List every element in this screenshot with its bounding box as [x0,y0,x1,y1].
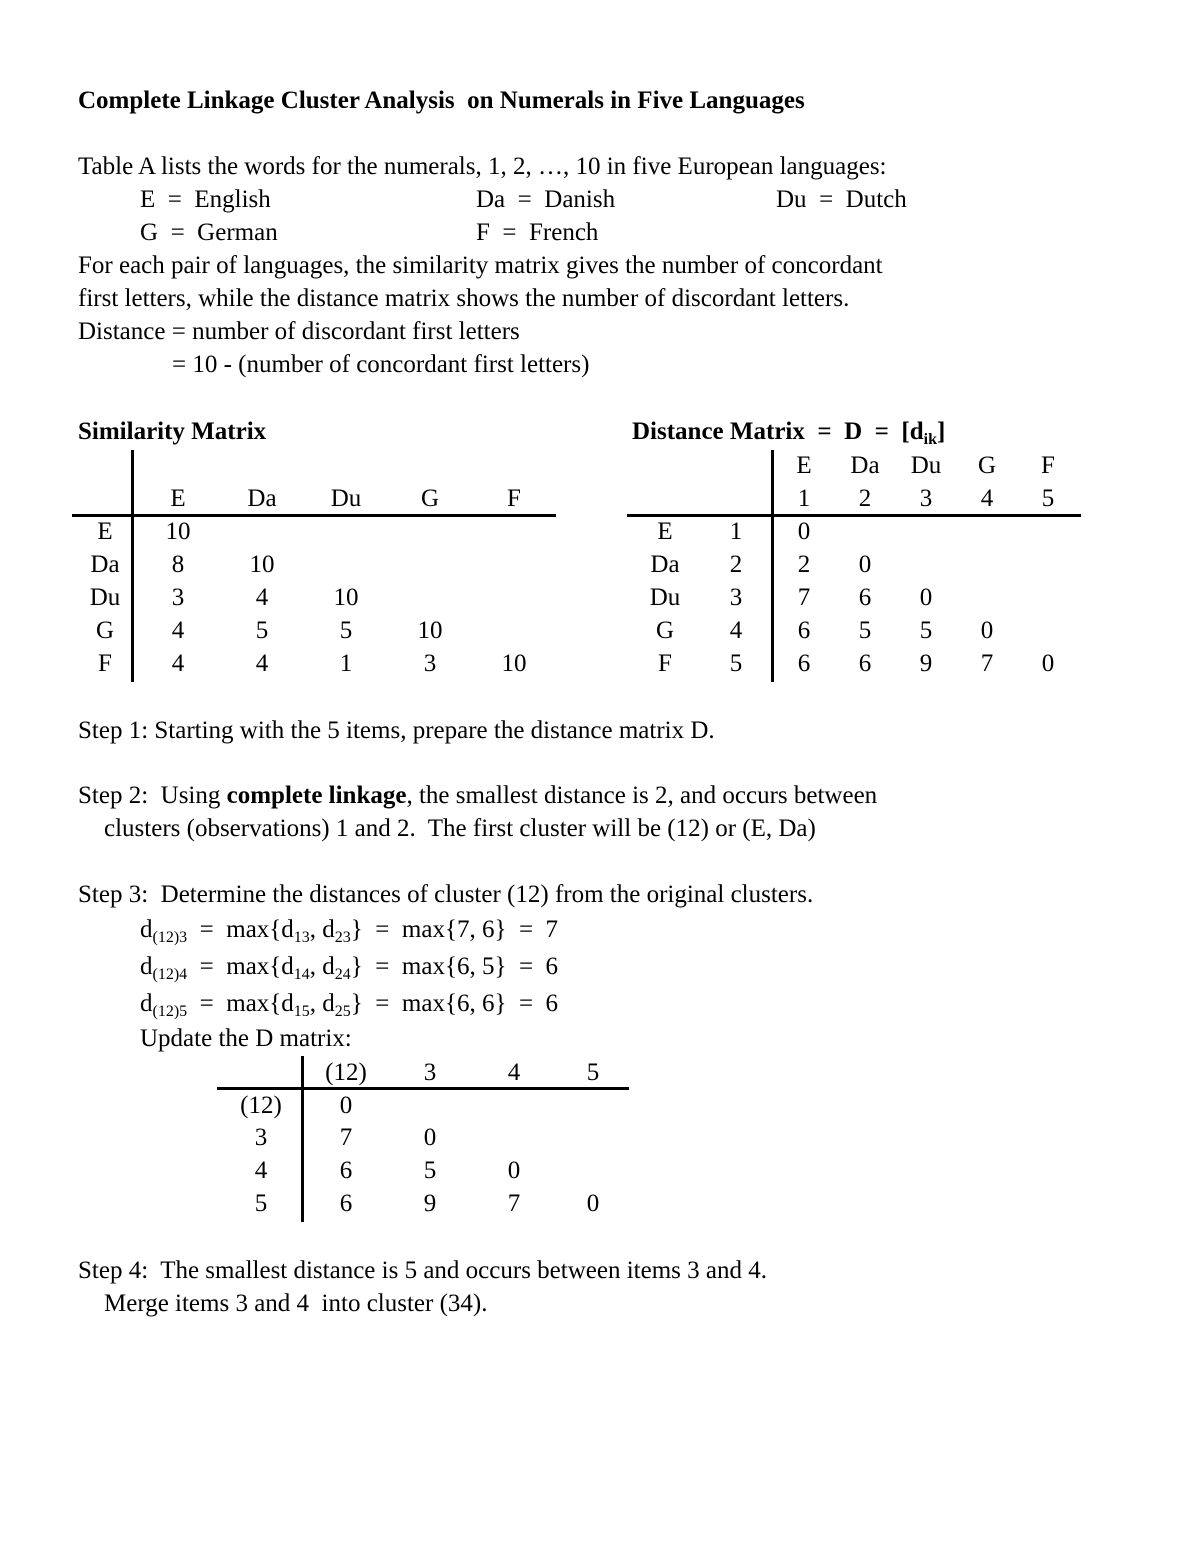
upd-cell: 6 [339,1190,353,1217]
intro-line: Distance = number of discordant first letters [78,318,520,345]
formula: $d_{(12)5} = \max\{d_{15}$, $d_{25}\} = \max\{6$, 6} = 6 [140,990,559,1020]
upd-cell: 7 [339,1124,353,1151]
similarity-heading: Similarity Matrix [78,418,267,445]
dist-cell: 0 [980,617,994,644]
sim-cell: 4 [171,650,185,677]
dist-col-index: 2 [858,485,872,512]
updated-vertical-rule [301,1056,304,1222]
distance-heading: Distance Matrix = $D = [d_{ik}]$ [632,418,946,448]
upd-cell: 9 [423,1190,437,1217]
dist-row-label: E [657,518,673,545]
upd-col-header: 3 [423,1059,437,1086]
dist-col-label: G [977,452,997,479]
dist-cell: 0 [858,551,872,578]
sim-col-header: E [170,485,186,512]
update-label: Update the D matrix: [140,1025,352,1052]
dist-cell: 5 [858,617,872,644]
sim-col-header: Da [247,485,277,512]
dist-cell: 5 [919,617,933,644]
sim-cell: 10 [249,551,275,578]
step-4: Step 4: The smallest distance is 5 and occurs between items 3 and 4. [78,1257,767,1284]
upd-cell: 6 [339,1157,353,1184]
sim-cell: 10 [333,584,359,611]
upd-row-label: (12) [240,1092,282,1119]
sim-cell: 3 [171,584,185,611]
upd-cell: 0 [339,1092,353,1119]
dist-cell: 6 [797,617,811,644]
dist-cell: 6 [797,650,811,677]
dist-col-label: Du [910,452,942,479]
sim-col-header: F [507,485,521,512]
dist-cell: 7 [980,650,994,677]
legend-german: G = German [140,219,278,246]
dist-row-index: 3 [729,584,743,611]
sim-cell: 5 [255,617,269,644]
sim-cell: 3 [423,650,437,677]
upd-cell: 5 [423,1157,437,1184]
sim-cell: 10 [417,617,443,644]
dist-row-label: Da [650,551,680,578]
intro-line: first letters, while the distance matrix shows the number of discordant letters. [78,285,850,312]
dist-cell: 9 [919,650,933,677]
sim-cell: 10 [165,518,191,545]
sim-cell: 5 [339,617,353,644]
dist-cell: 2 [797,551,811,578]
dist-row-index: 5 [729,650,743,677]
upd-row-label: 5 [254,1190,268,1217]
step-2: Step 2: Using complete linkage, the smallest distance is 2, and occurs between [78,782,878,809]
upd-col-header: 5 [586,1059,600,1086]
sim-cell: 4 [171,617,185,644]
upd-row-label: 3 [254,1124,268,1151]
intro-line: Table A lists the words for the numerals, 1, 2, …, 10 in five European languages: [78,153,887,180]
dist-cell: 6 [858,650,872,677]
dist-row-index: 1 [729,518,743,545]
sim-col-header: G [420,485,440,512]
distance-horizontal-rule [627,514,1081,517]
dist-col-label: F [1041,452,1055,479]
dist-row-index: 2 [729,551,743,578]
intro-line: = 10 - (number of concordant first letters) [172,351,590,378]
upd-cell: 0 [507,1157,521,1184]
similarity-horizontal-rule [72,514,556,517]
dist-cell: 7 [797,584,811,611]
upd-col-header: 4 [507,1059,521,1086]
dist-col-index: 5 [1041,485,1055,512]
sim-cell: 1 [339,650,353,677]
sim-cell: 8 [171,551,185,578]
intro-line: For each pair of languages, the similarity matrix gives the number of concordant [78,252,883,279]
upd-cell: 0 [586,1190,600,1217]
sim-col-header: Du [330,485,362,512]
sim-row-label: Da [90,551,120,578]
sim-cell: 10 [501,650,527,677]
upd-cell: 0 [423,1124,437,1151]
dist-cell: 0 [797,518,811,545]
dist-row-label: Du [649,584,681,611]
sim-row-label: E [97,518,113,545]
legend-dutch: Du = Dutch [776,186,907,213]
legend-french: F = French [476,219,599,246]
dist-row-label: G [655,617,675,644]
formula: $d_{(12)3} = \max\{d_{13}$, $d_{23}\} = \max\{7$, 6} = 7 [140,916,559,946]
dist-col-index: 3 [919,485,933,512]
upd-cell: 7 [507,1190,521,1217]
legend-english: E = English [140,186,271,213]
dist-cell: 0 [919,584,933,611]
dist-cell: 0 [1041,650,1055,677]
legend-danish: Da = Danish [476,186,616,213]
step-2-line: clusters (observations) 1 and 2. The first cluster will be (12) or (E, Da) [104,815,816,842]
sim-cell: 4 [255,584,269,611]
step-1: Step 1: Starting with the 5 items, prepare the distance matrix D. [78,717,715,744]
step-4-line: Merge items 3 and 4 into cluster (34). [104,1290,488,1317]
dist-col-label: Da [850,452,880,479]
formula: $d_{(12)4} = \max\{d_{14}$, $d_{24}\} = \max\{6$, 5} = 6 [140,953,559,983]
dist-col-index: 1 [797,485,811,512]
upd-row-label: 4 [254,1157,268,1184]
dist-col-label: E [796,452,812,479]
dist-row-label: F [658,650,672,677]
upd-col-header: (12) [325,1059,367,1086]
sim-cell: 4 [255,650,269,677]
page-title: Complete Linkage Cluster Analysis on Numerals in Five Languages [78,87,805,114]
dist-row-index: 4 [729,617,743,644]
dist-cell: 6 [858,584,872,611]
dist-col-index: 4 [980,485,994,512]
sim-row-label: Du [89,584,121,611]
step-3: Step 3: Determine the distances of cluster (12) from the original clusters. [78,881,814,908]
sim-row-label: G [95,617,115,644]
sim-row-label: F [98,650,112,677]
